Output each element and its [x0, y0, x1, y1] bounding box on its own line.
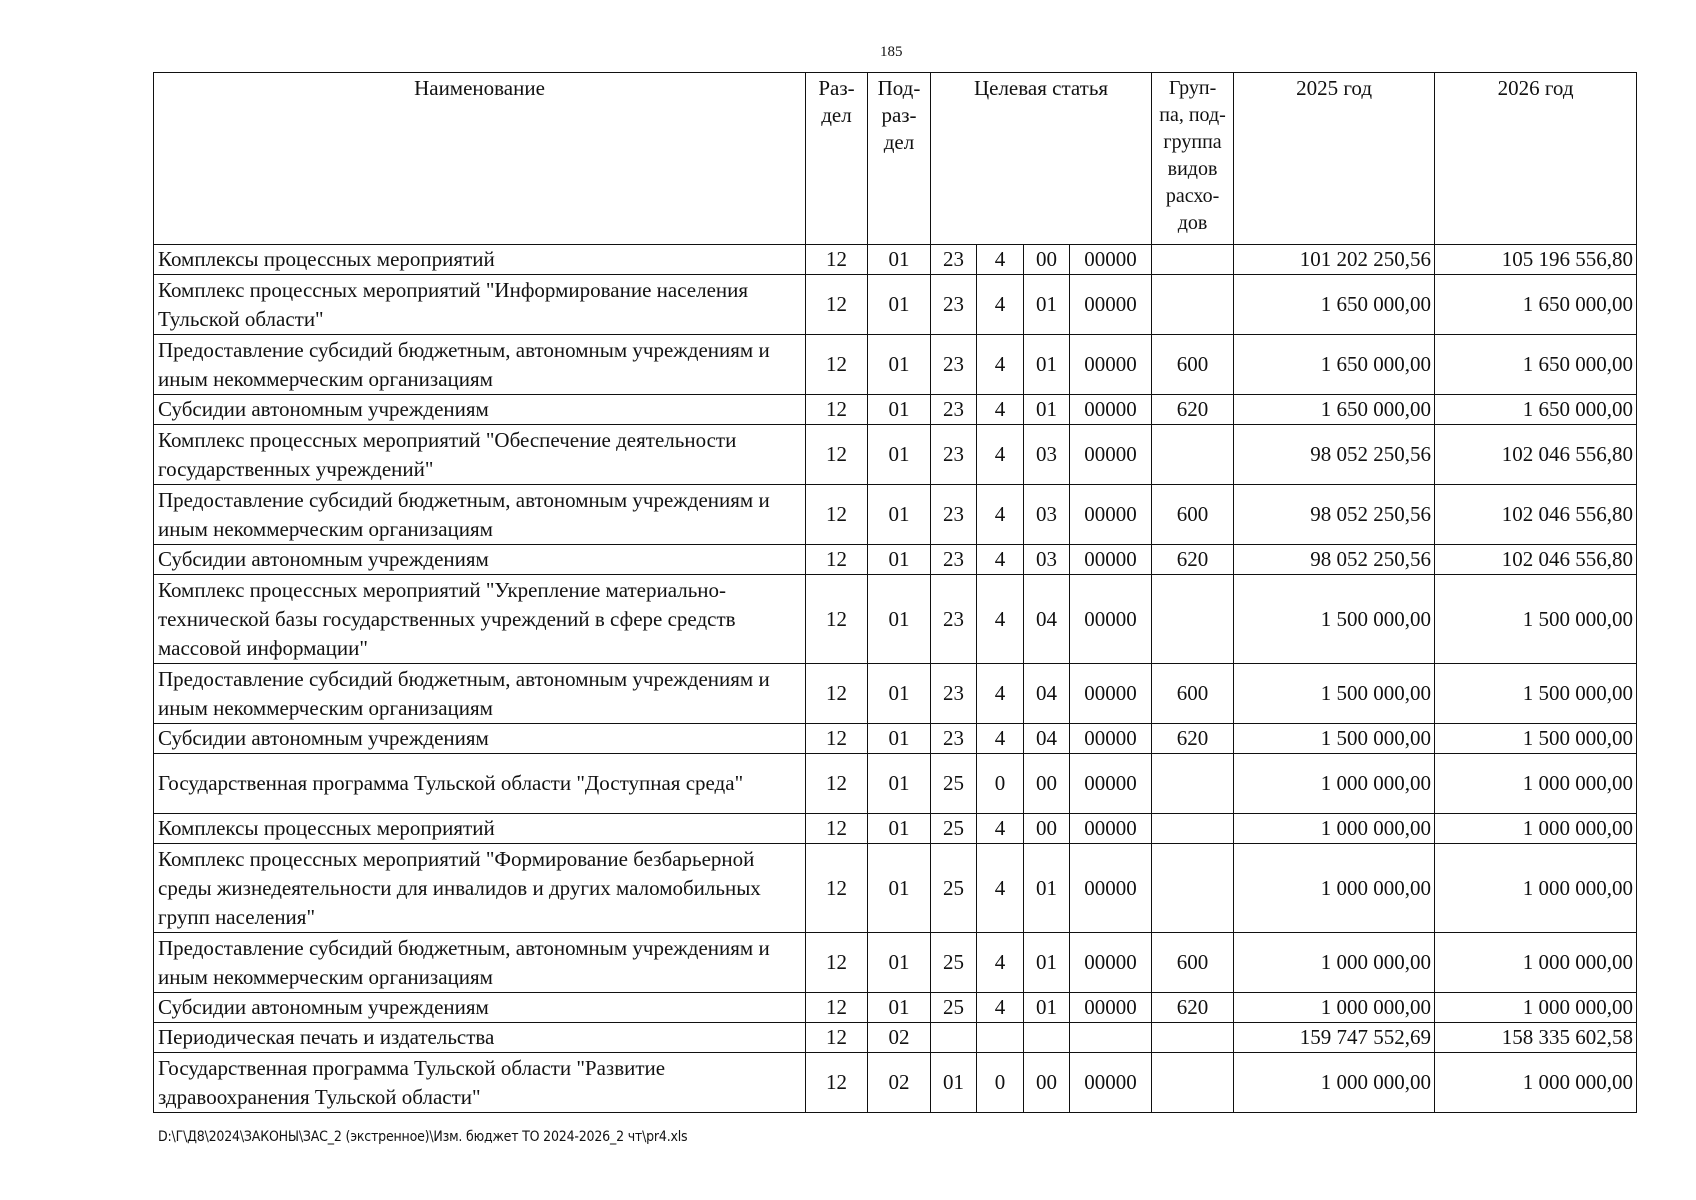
row-amount-2026: 102 046 556,80: [1435, 545, 1637, 575]
row-name: Комплексы процессных мероприятий: [154, 814, 806, 844]
row-name: Субсидии автономным учреждениям: [154, 993, 806, 1023]
row-name: Субсидии автономным учреждениям: [154, 545, 806, 575]
row-expense-group: 620: [1152, 993, 1234, 1023]
row-amount-2025: 98 052 250,56: [1234, 545, 1435, 575]
row-name: Субсидии автономным учреждениям: [154, 395, 806, 425]
row-name: Комплекс процессных мероприятий "Укрепление материально-технической базы государственных учреждений в сфере средств массовой информации": [154, 575, 806, 664]
row-measure-code: 03: [1024, 485, 1070, 545]
row-expense-group: 600: [1152, 664, 1234, 724]
row-section: 12: [806, 1053, 868, 1113]
row-name: Предоставление субсидий бюджетным, автономным учреждениям и иным некоммерческим организациям: [154, 335, 806, 395]
row-amount-2025: 1 650 000,00: [1234, 275, 1435, 335]
row-subsection: 01: [868, 425, 931, 485]
header-year-2026: 2026 год: [1435, 73, 1637, 245]
row-amount-2025: 1 500 000,00: [1234, 575, 1435, 664]
row-section: 12: [806, 335, 868, 395]
table-row: [154, 425, 1637, 485]
table-row: [154, 335, 1637, 395]
row-type-code: 4: [977, 933, 1024, 993]
row-amount-2025: 1 000 000,00: [1234, 1053, 1435, 1113]
row-direction-code: 00000: [1070, 485, 1152, 545]
row-name: Комплекс процессных мероприятий "Формирование безбарьерной среды жизнедеятельности для инвалидов и других маломобильных групп населения": [154, 844, 806, 933]
row-amount-2026: 102 046 556,80: [1435, 425, 1637, 485]
table-row: [154, 754, 1637, 814]
row-program-code: 25: [931, 993, 977, 1023]
row-amount-2026: 1 500 000,00: [1435, 575, 1637, 664]
row-name: Предоставление субсидий бюджетным, автономным учреждениям и иным некоммерческим организациям: [154, 664, 806, 724]
row-program-code: 25: [931, 933, 977, 993]
row-type-code: 4: [977, 814, 1024, 844]
row-direction-code: 00000: [1070, 754, 1152, 814]
row-expense-group: [1152, 844, 1234, 933]
row-expense-group: 600: [1152, 933, 1234, 993]
header-name: [154, 73, 806, 245]
row-direction-code: 00000: [1070, 335, 1152, 395]
row-expense-group: [1152, 814, 1234, 844]
table-row: [154, 575, 1637, 664]
row-type-code: 4: [977, 724, 1024, 754]
row-measure-code: 04: [1024, 664, 1070, 724]
row-direction-code: [1070, 1023, 1152, 1053]
row-amount-2026: 105 196 556,80: [1435, 245, 1637, 275]
row-amount-2025: 101 202 250,56: [1234, 245, 1435, 275]
row-section: 12: [806, 575, 868, 664]
table-row: [154, 545, 1637, 575]
row-direction-code: 00000: [1070, 814, 1152, 844]
row-program-code: 23: [931, 425, 977, 485]
budget-table: [153, 72, 1637, 1113]
row-name: Государственная программа Тульской области "Развитие здравоохранения Тульской области": [154, 1053, 806, 1113]
row-measure-code: 01: [1024, 275, 1070, 335]
table-header-row: [154, 73, 1637, 245]
row-program-code: 23: [931, 395, 977, 425]
row-program-code: 23: [931, 575, 977, 664]
row-measure-code: 01: [1024, 335, 1070, 395]
row-amount-2025: 1 650 000,00: [1234, 395, 1435, 425]
row-section: 12: [806, 844, 868, 933]
row-section: 12: [806, 245, 868, 275]
row-section: 12: [806, 664, 868, 724]
row-type-code: 4: [977, 575, 1024, 664]
row-subsection: 01: [868, 245, 931, 275]
table-row: [154, 664, 1637, 724]
row-program-code: 23: [931, 545, 977, 575]
row-direction-code: 00000: [1070, 724, 1152, 754]
table-row: [154, 933, 1637, 993]
row-name: Комплекс процессных мероприятий "Информирование населения Тульской области": [154, 275, 806, 335]
row-direction-code: 00000: [1070, 844, 1152, 933]
row-type-code: 4: [977, 844, 1024, 933]
header-name-text: Наименование: [414, 76, 545, 100]
row-measure-code: 04: [1024, 724, 1070, 754]
row-program-code: 23: [931, 275, 977, 335]
row-expense-group: [1152, 275, 1234, 335]
row-type-code: 4: [977, 245, 1024, 275]
row-amount-2026: 1 650 000,00: [1435, 335, 1637, 395]
row-name: Комплексы процессных мероприятий: [154, 245, 806, 275]
row-section: 12: [806, 545, 868, 575]
row-measure-code: 00: [1024, 754, 1070, 814]
row-section: 12: [806, 425, 868, 485]
row-direction-code: 00000: [1070, 664, 1152, 724]
row-direction-code: 00000: [1070, 933, 1152, 993]
row-amount-2026: 1 000 000,00: [1435, 844, 1637, 933]
row-expense-group: 620: [1152, 545, 1234, 575]
row-program-code: 23: [931, 664, 977, 724]
table-row: [154, 844, 1637, 933]
row-type-code: 4: [977, 275, 1024, 335]
row-subsection: 01: [868, 275, 931, 335]
header-section: Раз- дел: [806, 73, 868, 245]
row-subsection: 01: [868, 575, 931, 664]
row-section: 12: [806, 754, 868, 814]
row-expense-group: [1152, 754, 1234, 814]
row-program-code: [931, 1023, 977, 1053]
row-name: Государственная программа Тульской области "Доступная среда": [154, 754, 806, 814]
row-expense-group: [1152, 1023, 1234, 1053]
row-program-code: 01: [931, 1053, 977, 1113]
row-amount-2025: 1 650 000,00: [1234, 335, 1435, 395]
row-expense-group: 620: [1152, 395, 1234, 425]
row-amount-2025: 1 000 000,00: [1234, 933, 1435, 993]
row-subsection: 01: [868, 395, 931, 425]
row-type-code: 0: [977, 1053, 1024, 1113]
row-amount-2026: 102 046 556,80: [1435, 485, 1637, 545]
table-row: [154, 245, 1637, 275]
row-name: Предоставление субсидий бюджетным, автономным учреждениям и иным некоммерческим организациям: [154, 933, 806, 993]
page-number: 185: [880, 44, 903, 60]
row-subsection: 01: [868, 545, 931, 575]
row-type-code: 4: [977, 425, 1024, 485]
row-amount-2026: 1 650 000,00: [1435, 395, 1637, 425]
row-name: Предоставление субсидий бюджетным, автономным учреждениям и иным некоммерческим организациям: [154, 485, 806, 545]
row-amount-2025: 1 000 000,00: [1234, 844, 1435, 933]
file-path-footer: D:\Г\Д8\2024\ЗАКОНЫ\ЗАС_2 (экстренное)\Изм. бюджет ТО 2024-2026_2 чт\pr4.xls: [158, 1129, 688, 1145]
row-amount-2026: 1 000 000,00: [1435, 1053, 1637, 1113]
row-section: 12: [806, 275, 868, 335]
row-direction-code: 00000: [1070, 425, 1152, 485]
row-type-code: 4: [977, 485, 1024, 545]
row-section: 12: [806, 1023, 868, 1053]
row-program-code: 25: [931, 844, 977, 933]
row-measure-code: 00: [1024, 814, 1070, 844]
row-expense-group: 620: [1152, 724, 1234, 754]
row-direction-code: 00000: [1070, 993, 1152, 1023]
header-subsection: Под- раз- дел: [868, 73, 931, 245]
row-amount-2025: 1 000 000,00: [1234, 754, 1435, 814]
header-expense-group: Груп- па, под- группа видов расхо- дов: [1152, 73, 1234, 245]
row-measure-code: 01: [1024, 933, 1070, 993]
row-measure-code: 00: [1024, 1053, 1070, 1113]
row-measure-code: 01: [1024, 993, 1070, 1023]
row-amount-2025: 1 500 000,00: [1234, 664, 1435, 724]
table-row: [154, 1023, 1637, 1053]
row-expense-group: [1152, 425, 1234, 485]
row-program-code: 25: [931, 814, 977, 844]
row-measure-code: 00: [1024, 245, 1070, 275]
row-amount-2025: 1 500 000,00: [1234, 724, 1435, 754]
row-amount-2026: 1 000 000,00: [1435, 814, 1637, 844]
row-amount-2026: 1 000 000,00: [1435, 993, 1637, 1023]
row-expense-group: [1152, 1053, 1234, 1113]
row-measure-code: 03: [1024, 425, 1070, 485]
row-type-code: 4: [977, 395, 1024, 425]
row-amount-2025: 98 052 250,56: [1234, 485, 1435, 545]
row-subsection: 01: [868, 664, 931, 724]
row-direction-code: 00000: [1070, 245, 1152, 275]
row-program-code: 23: [931, 724, 977, 754]
row-amount-2025: 1 000 000,00: [1234, 993, 1435, 1023]
table-row: [154, 395, 1637, 425]
row-program-code: 23: [931, 485, 977, 545]
row-expense-group: 600: [1152, 335, 1234, 395]
row-name: Периодическая печать и издательства: [154, 1023, 806, 1053]
table-row: [154, 814, 1637, 844]
header-target-article: Целевая статья: [931, 73, 1152, 245]
row-expense-group: [1152, 575, 1234, 664]
row-amount-2026: 1 500 000,00: [1435, 724, 1637, 754]
row-measure-code: 01: [1024, 844, 1070, 933]
row-subsection: 01: [868, 754, 931, 814]
row-subsection: 01: [868, 335, 931, 395]
row-direction-code: 00000: [1070, 545, 1152, 575]
row-subsection: 01: [868, 485, 931, 545]
row-section: 12: [806, 485, 868, 545]
table-row: [154, 485, 1637, 545]
row-direction-code: 00000: [1070, 395, 1152, 425]
row-type-code: 4: [977, 993, 1024, 1023]
row-amount-2026: 1 000 000,00: [1435, 933, 1637, 993]
row-amount-2026: 158 335 602,58: [1435, 1023, 1637, 1053]
row-amount-2026: 1 500 000,00: [1435, 664, 1637, 724]
table-row: [154, 1053, 1637, 1113]
row-section: 12: [806, 395, 868, 425]
row-section: 12: [806, 933, 868, 993]
row-measure-code: 01: [1024, 395, 1070, 425]
row-type-code: [977, 1023, 1024, 1053]
row-direction-code: 00000: [1070, 1053, 1152, 1113]
row-amount-2025: 1 000 000,00: [1234, 814, 1435, 844]
row-amount-2026: 1 000 000,00: [1435, 754, 1637, 814]
row-name: Комплекс процессных мероприятий "Обеспечение деятельности государственных учреждений": [154, 425, 806, 485]
table-row: [154, 275, 1637, 335]
row-program-code: 25: [931, 754, 977, 814]
row-subsection: 01: [868, 933, 931, 993]
row-subsection: 01: [868, 814, 931, 844]
row-expense-group: [1152, 245, 1234, 275]
row-section: 12: [806, 814, 868, 844]
row-type-code: 0: [977, 754, 1024, 814]
row-type-code: 4: [977, 664, 1024, 724]
row-subsection: 01: [868, 844, 931, 933]
row-amount-2026: 1 650 000,00: [1435, 275, 1637, 335]
row-measure-code: [1024, 1023, 1070, 1053]
table-row: [154, 724, 1637, 754]
row-program-code: 23: [931, 335, 977, 395]
table-row: [154, 993, 1637, 1023]
row-subsection: 01: [868, 724, 931, 754]
row-amount-2025: 98 052 250,56: [1234, 425, 1435, 485]
row-type-code: 4: [977, 545, 1024, 575]
row-name: Субсидии автономным учреждениям: [154, 724, 806, 754]
row-amount-2025: 159 747 552,69: [1234, 1023, 1435, 1053]
row-subsection: 02: [868, 1053, 931, 1113]
header-year-2025: 2025 год: [1234, 73, 1435, 245]
row-section: 12: [806, 724, 868, 754]
row-subsection: 02: [868, 1023, 931, 1053]
row-direction-code: 00000: [1070, 575, 1152, 664]
row-measure-code: 04: [1024, 575, 1070, 664]
row-section: 12: [806, 993, 868, 1023]
row-subsection: 01: [868, 993, 931, 1023]
row-direction-code: 00000: [1070, 275, 1152, 335]
row-type-code: 4: [977, 335, 1024, 395]
row-program-code: 23: [931, 245, 977, 275]
row-expense-group: 600: [1152, 485, 1234, 545]
row-measure-code: 03: [1024, 545, 1070, 575]
